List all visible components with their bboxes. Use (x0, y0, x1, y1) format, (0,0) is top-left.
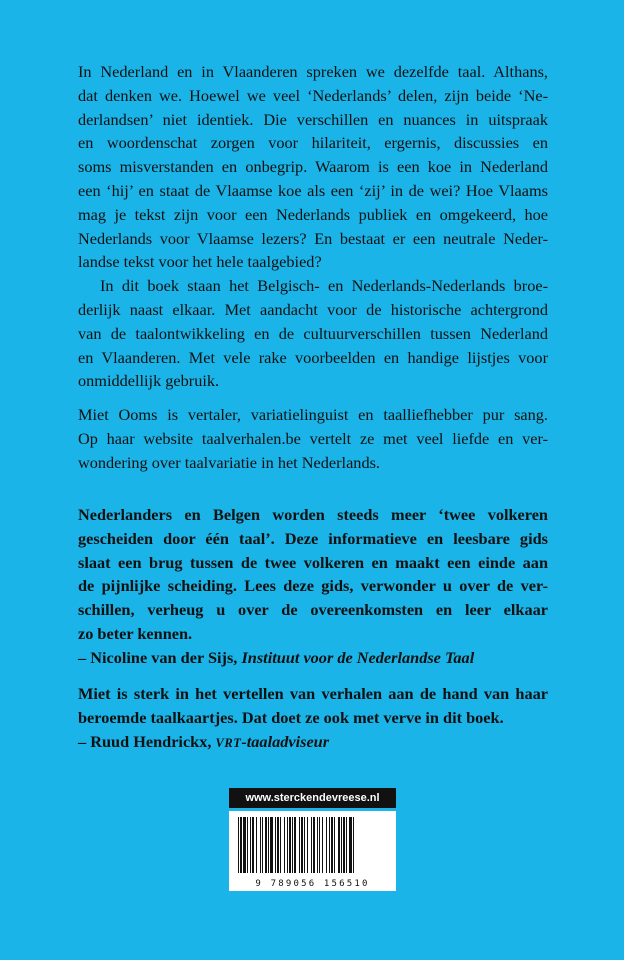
attribution-org: Instituut voor de Nederlandse Taal (241, 647, 475, 667)
blurb-line: Nederlands voor Vlaamse lezers? En bestaat er een neutrale Neder- (78, 228, 548, 248)
blurb-line: en Vlaanderen. Met vele rake voorbeelden en handige lijstjes voor (78, 347, 548, 367)
quote-line: Miet is sterk in het vertellen van verhalen aan de hand van haar (78, 684, 548, 703)
quote-attribution (78, 646, 548, 670)
barcode-bar (313, 817, 315, 873)
attribution-name: – Ruud Hendrickx, (78, 731, 212, 751)
barcode-bar (343, 817, 345, 873)
barcode-bar (349, 817, 352, 873)
quote-line: zo beter kennen. (78, 623, 193, 643)
blurb (78, 60, 548, 393)
barcode-bar (294, 817, 296, 873)
publisher-url: www.sterckendevreese.nl (229, 788, 396, 808)
barcode-bar (307, 817, 308, 873)
barcode-bar (331, 817, 333, 873)
barcode-box (229, 788, 396, 891)
barcode-bar (275, 817, 276, 873)
barcode-bar (265, 817, 267, 873)
barcode-bar (338, 817, 340, 873)
barcode-bar (292, 817, 293, 873)
bio-line: Op haar website taalverhalen.be vertelt ze met veel liefde en ver- (78, 428, 548, 448)
barcode-bar (260, 817, 261, 873)
barcode-bar (301, 817, 303, 873)
blurb-line: een ‘hij’ en staat de Vlaamse koe als een ‘zij’ in de wei? Hoe Vlaams (78, 180, 548, 200)
quote-line: Nederlanders en Belgen worden steeds meer ‘twee volkeren (78, 505, 548, 524)
blurb-line: soms misverstanden en onbegrip. Waarom is een koe in Nederland (78, 157, 548, 177)
barcode-bar (247, 817, 248, 873)
barcode-bar (252, 817, 254, 873)
quote-hendrickx (78, 682, 548, 753)
attribution-org (216, 732, 330, 751)
author-bio (78, 403, 548, 474)
blurb-line: mag je tekst zijn voor een Nederlands publiek en omgekeerd, hoe (78, 204, 548, 224)
blurb-line: In Nederland en in Vlaanderen spreken we dezelfde taal. Althans, (78, 62, 548, 81)
blurb-line: onmiddellijk gebruik. (78, 371, 220, 391)
barcode-bar (322, 817, 323, 873)
blurb-line: dat denken we. Hoewel we veel ‘Nederlands’ delen, zijn beide ‘Ne- (78, 85, 548, 105)
blurb-line: In dit boek staan het Belgisch- en Nederlands-Nederlands broe- (100, 276, 548, 296)
bio-line: Miet Ooms is vertaler, variatielinguist en taalliefhebber pur sang. (78, 405, 548, 424)
attribution-org-rest: -taaladviseur (241, 731, 330, 751)
quote-line: schillen, verheug u over de overeenkomsten en leer elkaar (78, 600, 548, 620)
barcode-bar (277, 817, 279, 873)
barcode-bar (346, 817, 347, 873)
blurb-line: en woordenschat zorgen voor hilariteit, ergernis, discussies en (78, 133, 548, 153)
barcode-bar (317, 817, 318, 873)
barcode-bar (341, 817, 342, 873)
blurb-line: landse tekst voor het hele taalgebied? (78, 252, 322, 272)
barcode-bar (268, 817, 269, 873)
barcode-bar (284, 817, 285, 873)
barcode-bar (326, 817, 327, 873)
barcode-bar (319, 817, 320, 873)
barcode-bar (280, 817, 281, 873)
quote-line: slaat een brug tussen de twee volkeren en maakt een einde aan (78, 552, 548, 572)
barcode-bar (289, 817, 291, 873)
barcode-bar (262, 817, 263, 873)
barcode-bar (250, 817, 251, 873)
blurb-line: derlijk naast elkaar. Met aandacht voor de historische achtergrond (78, 299, 548, 319)
barcode-icon (237, 817, 388, 873)
quote-sijs (78, 503, 548, 670)
barcode-bar (240, 817, 242, 873)
isbn-digits: 9 789056 156510 (255, 879, 370, 889)
barcode-bar (353, 817, 354, 873)
barcode-bar (304, 817, 305, 873)
bio-line: wondering over taalvariatie in het Nederlands. (78, 452, 380, 472)
blurb-line: derlandsen’ niet identiek. Die verschillen en nuances in uitspraak (78, 109, 548, 129)
barcode-panel (229, 811, 396, 891)
barcode-bar (299, 817, 300, 873)
blurb-line: van de taalontwikkeling en de cultuurverschillen tussen Nederland (78, 323, 548, 343)
quote-line: beroemde taalkaartjes. Dat doet ze ook met verve in dit boek. (78, 707, 504, 727)
quote-line: de pijnlijke scheiding. Lees deze gids, verwonder u over de ver- (78, 576, 548, 596)
barcode-bar (270, 817, 273, 873)
attribution-org-abbr: VRT (215, 735, 242, 750)
barcode-bar (334, 817, 335, 873)
quote-attribution (78, 730, 548, 754)
barcode-bar (256, 817, 257, 873)
barcode-bar (243, 817, 246, 873)
barcode-bar (287, 817, 288, 873)
quote-line: gescheiden door één taal’. Deze informatieve en leesbare gids (78, 528, 548, 548)
attribution-name: – Nicoline van der Sijs, (78, 647, 238, 667)
barcode-bar (311, 817, 312, 873)
barcode-bar (329, 817, 330, 873)
barcode-bar (238, 817, 239, 873)
